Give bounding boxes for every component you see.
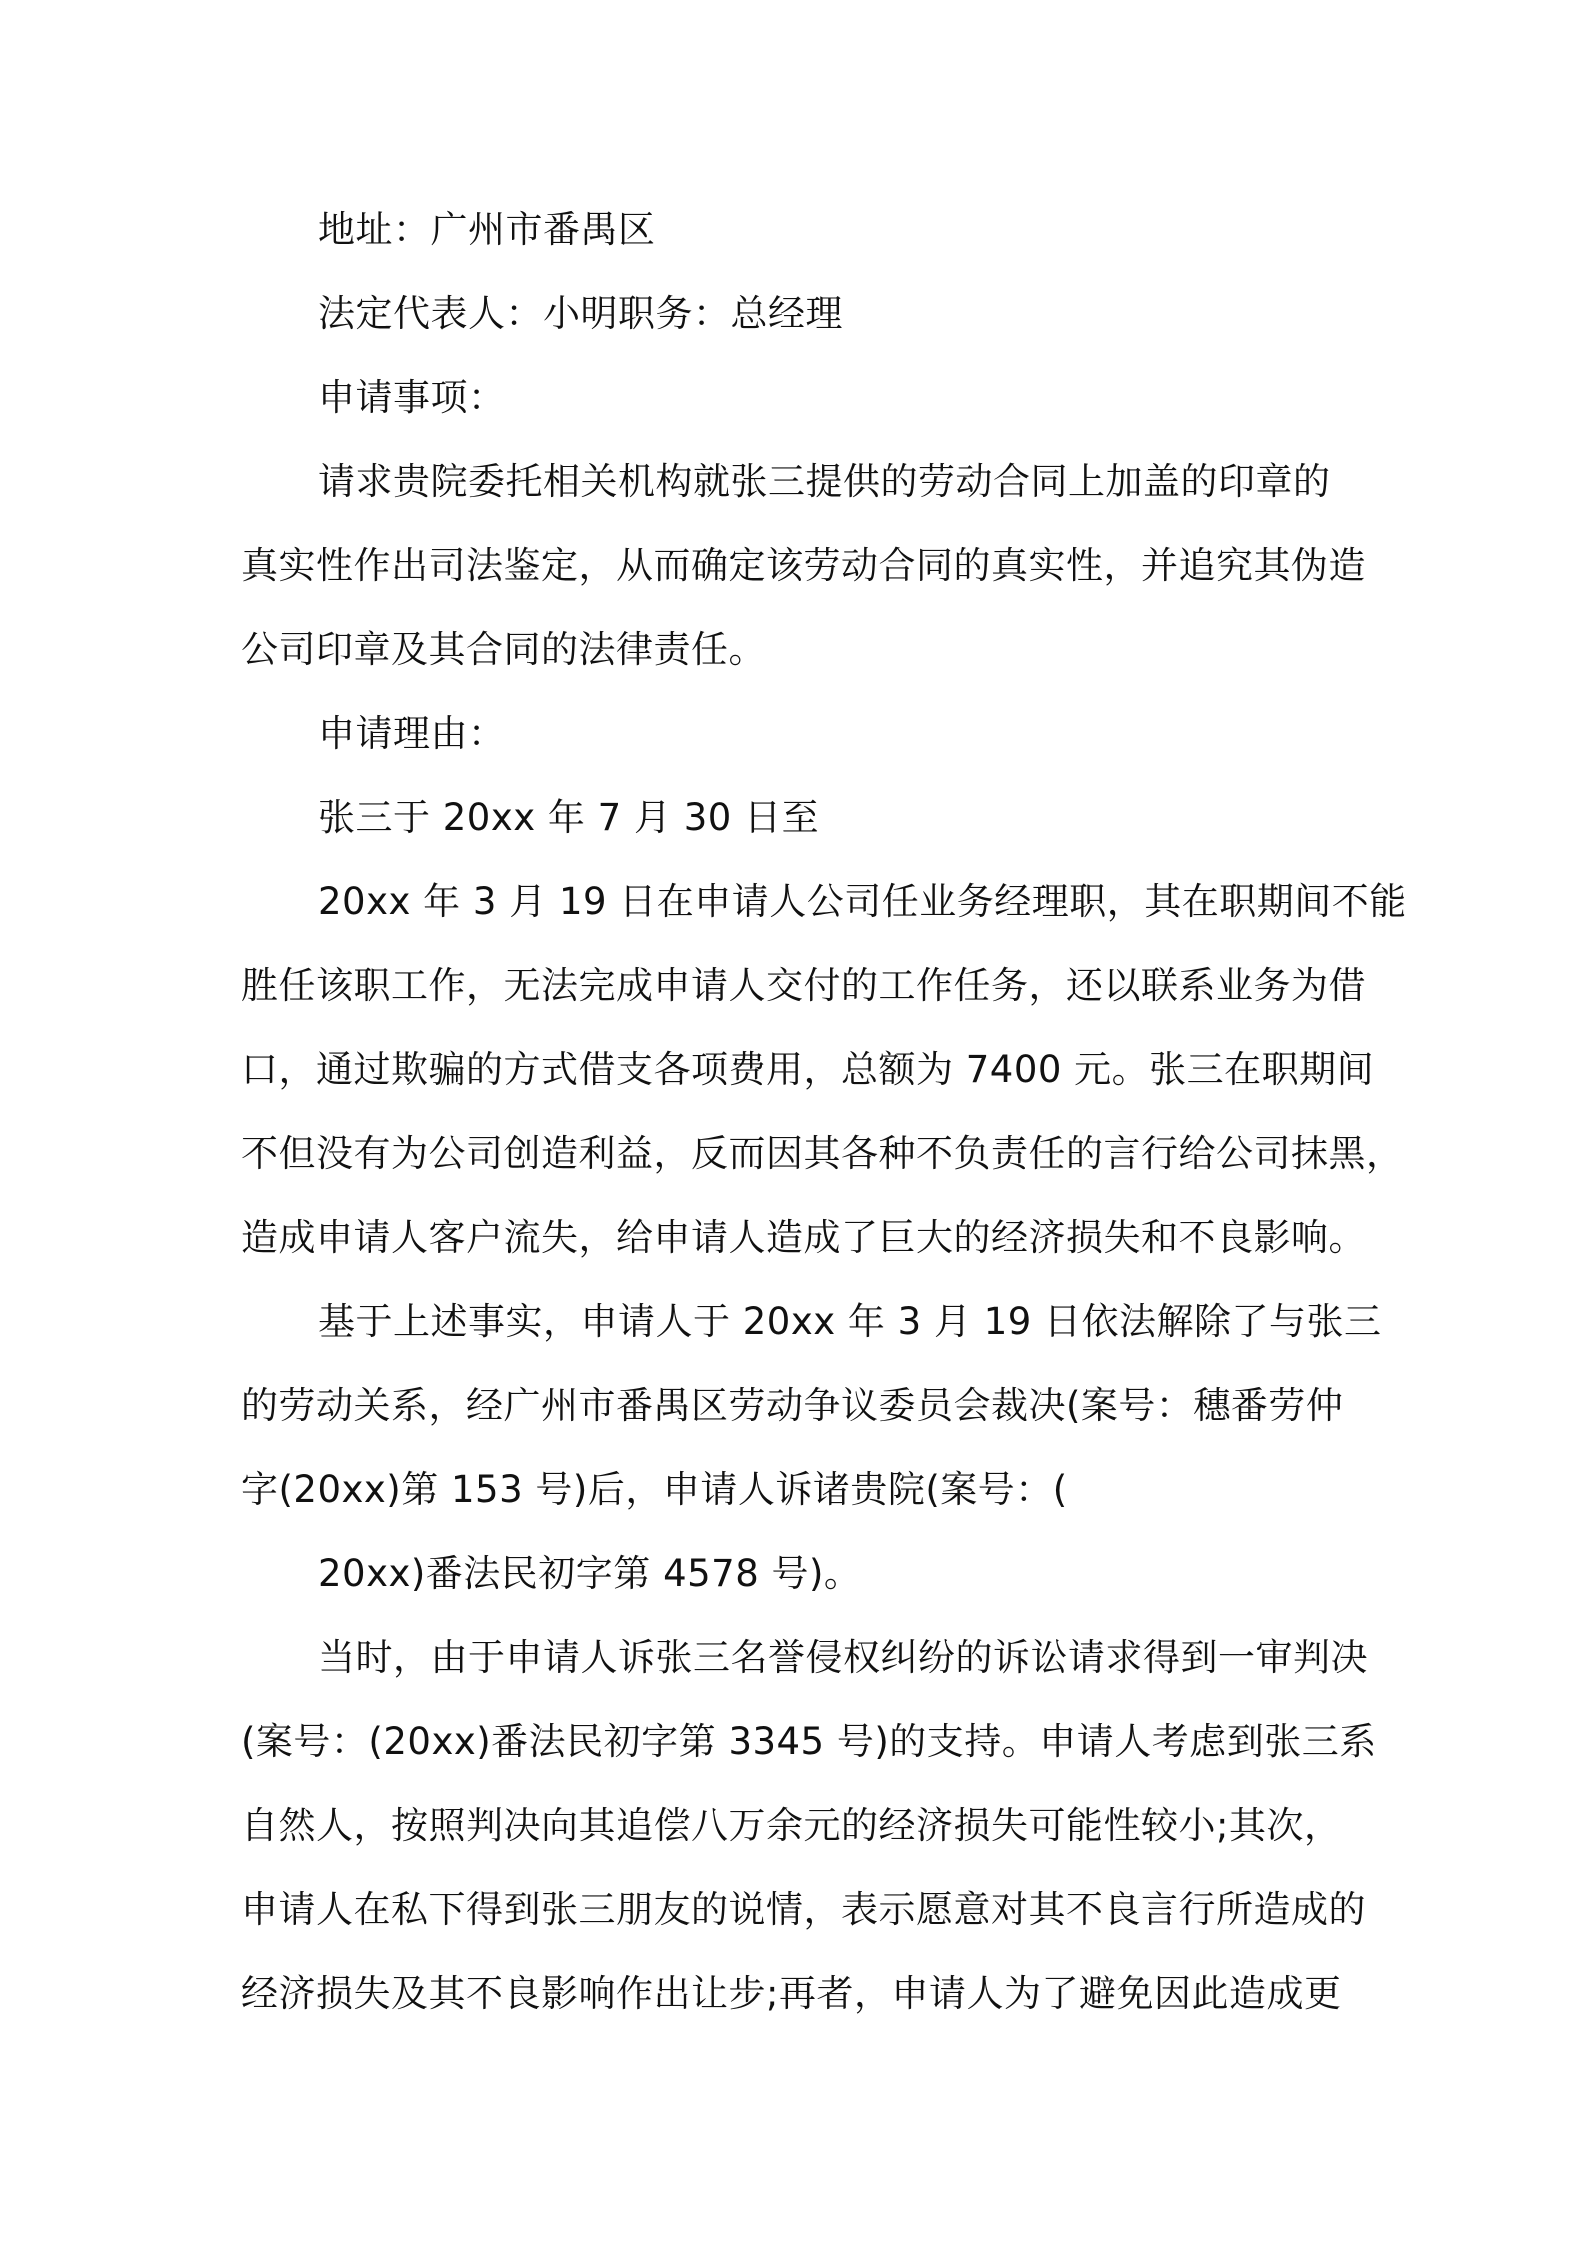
text-line: 的劳动关系，经广州市番禺区劳动争议委员会裁决(案号：穗番劳仲 (241, 1384, 1344, 1427)
text-line: 当时，由于申请人诉张三名誉侵权纠纷的诉讼请求得到一审判决 (318, 1636, 1368, 1679)
text-line: 张三于 20xx 年 7 月 30 日至 (318, 796, 820, 839)
text-line: 申请人在私下得到张三朋友的说情，表示愿意对其不良言行所造成的 (241, 1888, 1366, 1931)
text-line: 造成申请人客户流失，给申请人造成了巨大的经济损失和不良影响。 (241, 1216, 1366, 1259)
text-line: 地址：广州市番禺区 (318, 208, 656, 251)
text-line: 经济损失及其不良影响作出让步;再者，申请人为了避免因此造成更 (241, 1972, 1342, 2015)
text-line: 真实性作出司法鉴定，从而确定该劳动合同的真实性，并追究其伪造 (241, 544, 1366, 587)
text-line: 口，通过欺骗的方式借支各项费用，总额为 7400 元。张三在职期间 (241, 1048, 1375, 1091)
text-line: 20xx)番法民初字第 4578 号)。 (318, 1552, 862, 1595)
text-line: 申请事项： (318, 376, 506, 419)
text-line: 基于上述事实，申请人于 20xx 年 3 月 19 日依法解除了与张三 (318, 1300, 1382, 1343)
text-line: 不但没有为公司创造利益，反而因其各种不负责任的言行给公司抹黑， (241, 1132, 1404, 1175)
text-line: 公司印章及其合同的法律责任。 (241, 628, 766, 671)
text-line: 自然人，按照判决向其追偿八万余元的经济损失可能性较小;其次， (241, 1804, 1342, 1847)
text-line: (案号：(20xx)番法民初字第 3345 号)的支持。申请人考虑到张三系 (241, 1720, 1377, 1763)
text-line: 法定代表人：小明职务：总经理 (318, 292, 843, 335)
text-line: 申请理由： (318, 712, 506, 755)
text-line: 字(20xx)第 153 号)后，申请人诉诸贵院(案号：( (241, 1468, 1068, 1511)
text-line: 请求贵院委托相关机构就张三提供的劳动合同上加盖的印章的 (318, 460, 1331, 503)
text-line: 20xx 年 3 月 19 日在申请人公司任业务经理职，其在职期间不能 (318, 880, 1407, 923)
text-line: 胜任该职工作，无法完成申请人交付的工作任务，还以联系业务为借 (241, 964, 1366, 1007)
